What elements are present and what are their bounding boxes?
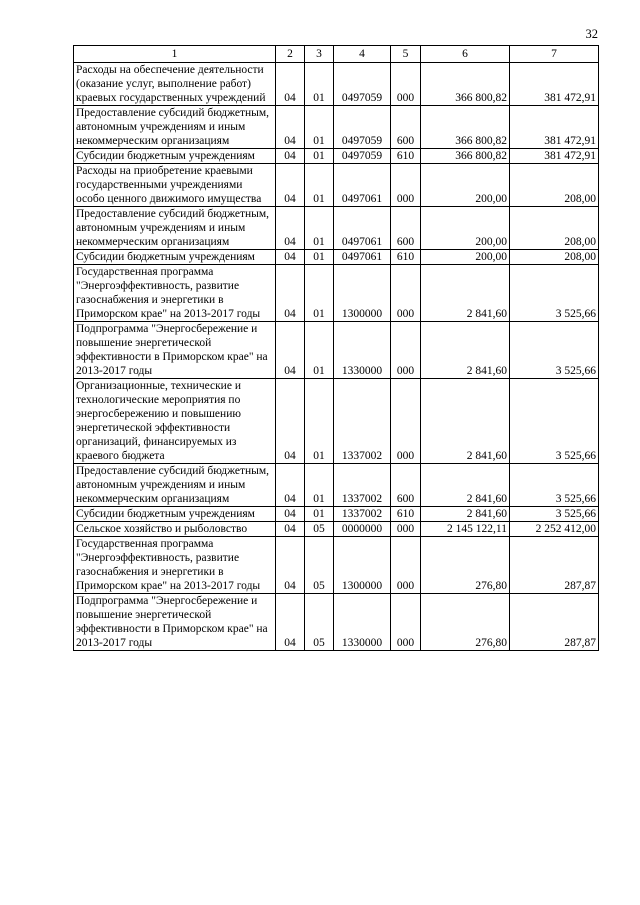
row-subsection-code: 01 [305, 63, 334, 106]
row-section-code: 04 [276, 507, 305, 522]
row-amount-1: 2 841,60 [421, 265, 510, 322]
row-subsection-code: 01 [305, 106, 334, 149]
row-expense-type-code: 600 [391, 464, 421, 507]
row-target-article-code: 0000000 [334, 522, 391, 537]
table-row [74, 537, 599, 594]
row-name: Предоставление субсидий бюджетным, автономным учреждениям и иным некоммерческим организациям [74, 106, 276, 149]
row-amount-2: 381 472,91 [510, 63, 599, 106]
table-header-row [74, 46, 599, 63]
page-number: 32 [585, 27, 598, 41]
row-amount-2: 287,87 [510, 537, 599, 594]
row-name: Расходы на обеспечение деятельности (оказание услуг, выполнение работ) краевых государственных учреждений [74, 63, 276, 106]
row-subsection-code: 01 [305, 164, 334, 207]
header-col-7: 7 [510, 46, 599, 63]
row-amount-2: 3 525,66 [510, 322, 599, 379]
row-amount-2: 381 472,91 [510, 106, 599, 149]
row-section-code: 04 [276, 63, 305, 106]
row-amount-1: 276,80 [421, 594, 510, 651]
row-name: Субсидии бюджетным учреждениям [74, 250, 276, 265]
row-section-code: 04 [276, 164, 305, 207]
row-target-article-code: 0497059 [334, 106, 391, 149]
row-amount-1: 2 841,60 [421, 322, 510, 379]
row-subsection-code: 05 [305, 522, 334, 537]
row-target-article-code: 1300000 [334, 537, 391, 594]
row-section-code: 04 [276, 207, 305, 250]
header-col-2: 2 [276, 46, 305, 63]
table-row [74, 265, 599, 322]
table-row [74, 207, 599, 250]
row-amount-2: 2 252 412,00 [510, 522, 599, 537]
row-section-code: 04 [276, 537, 305, 594]
row-section-code: 04 [276, 379, 305, 464]
header-col-5: 5 [391, 46, 421, 63]
row-amount-1: 366 800,82 [421, 106, 510, 149]
row-expense-type-code: 610 [391, 250, 421, 265]
row-subsection-code: 01 [305, 507, 334, 522]
row-section-code: 04 [276, 322, 305, 379]
row-name: Предоставление субсидий бюджетным, автономным учреждениям и иным некоммерческим организациям [74, 464, 276, 507]
row-name: Подпрограмма "Энергосбережение и повышение энергетической эффективности в Приморском крае" на 2013-2017 годы [74, 594, 276, 651]
table-row [74, 164, 599, 207]
row-amount-1: 200,00 [421, 207, 510, 250]
row-subsection-code: 01 [305, 250, 334, 265]
row-section-code: 04 [276, 106, 305, 149]
row-section-code: 04 [276, 464, 305, 507]
row-amount-2: 208,00 [510, 207, 599, 250]
row-subsection-code: 05 [305, 594, 334, 651]
header-col-6: 6 [421, 46, 510, 63]
row-target-article-code: 1330000 [334, 322, 391, 379]
row-section-code: 04 [276, 149, 305, 164]
table-row [74, 464, 599, 507]
row-name: Субсидии бюджетным учреждениям [74, 507, 276, 522]
row-subsection-code: 05 [305, 537, 334, 594]
budget-table [73, 45, 599, 651]
header-col-3: 3 [305, 46, 334, 63]
row-expense-type-code: 000 [391, 537, 421, 594]
header-col-1: 1 [74, 46, 276, 63]
row-target-article-code: 0497061 [334, 250, 391, 265]
row-amount-2: 381 472,91 [510, 149, 599, 164]
row-expense-type-code: 000 [391, 63, 421, 106]
row-amount-1: 2 145 122,11 [421, 522, 510, 537]
table-row [74, 507, 599, 522]
table-row [74, 63, 599, 106]
table-row [74, 322, 599, 379]
row-amount-1: 200,00 [421, 164, 510, 207]
table-row [74, 106, 599, 149]
row-expense-type-code: 600 [391, 207, 421, 250]
table-row [74, 379, 599, 464]
row-subsection-code: 01 [305, 207, 334, 250]
row-amount-2: 3 525,66 [510, 507, 599, 522]
row-name: Подпрограмма "Энергосбережение и повышение энергетической эффективности в Приморском крае" на 2013-2017 годы [74, 322, 276, 379]
row-subsection-code: 01 [305, 149, 334, 164]
row-amount-2: 208,00 [510, 250, 599, 265]
row-name: Сельское хозяйство и рыболовство [74, 522, 276, 537]
row-target-article-code: 1337002 [334, 464, 391, 507]
row-amount-2: 208,00 [510, 164, 599, 207]
row-amount-1: 2 841,60 [421, 507, 510, 522]
row-expense-type-code: 000 [391, 594, 421, 651]
row-amount-1: 2 841,60 [421, 464, 510, 507]
row-section-code: 04 [276, 594, 305, 651]
row-target-article-code: 0497059 [334, 149, 391, 164]
row-target-article-code: 0497061 [334, 164, 391, 207]
row-expense-type-code: 000 [391, 164, 421, 207]
row-expense-type-code: 000 [391, 379, 421, 464]
row-amount-1: 366 800,82 [421, 149, 510, 164]
row-name: Субсидии бюджетным учреждениям [74, 149, 276, 164]
row-subsection-code: 01 [305, 464, 334, 507]
row-expense-type-code: 600 [391, 106, 421, 149]
row-target-article-code: 1300000 [334, 265, 391, 322]
row-amount-2: 3 525,66 [510, 464, 599, 507]
row-amount-2: 3 525,66 [510, 379, 599, 464]
table-row [74, 594, 599, 651]
row-section-code: 04 [276, 522, 305, 537]
row-target-article-code: 1330000 [334, 594, 391, 651]
row-expense-type-code: 000 [391, 265, 421, 322]
row-section-code: 04 [276, 250, 305, 265]
row-target-article-code: 1337002 [334, 507, 391, 522]
row-name: Государственная программа "Энергоэффективность, развитие газоснабжения и энергетики в Приморском крае" на 2013-2017 годы [74, 537, 276, 594]
row-subsection-code: 01 [305, 265, 334, 322]
row-amount-2: 287,87 [510, 594, 599, 651]
row-expense-type-code: 610 [391, 507, 421, 522]
row-name: Расходы на приобретение краевыми государственными учреждениями особо ценного движимого имущества [74, 164, 276, 207]
row-name: Предоставление субсидий бюджетным, автономным учреждениям и иным некоммерческим организациям [74, 207, 276, 250]
row-amount-1: 276,80 [421, 537, 510, 594]
row-subsection-code: 01 [305, 379, 334, 464]
table-row [74, 250, 599, 265]
row-amount-1: 200,00 [421, 250, 510, 265]
row-target-article-code: 0497059 [334, 63, 391, 106]
header-col-4: 4 [334, 46, 391, 63]
row-subsection-code: 01 [305, 322, 334, 379]
row-amount-1: 2 841,60 [421, 379, 510, 464]
row-target-article-code: 0497061 [334, 207, 391, 250]
row-amount-2: 3 525,66 [510, 265, 599, 322]
row-name: Организационные, технические и технологические мероприятия по энергосбережению и повышению энергетической эффективности организаций, финансируемых из краевого бюджета [74, 379, 276, 464]
row-target-article-code: 1337002 [334, 379, 391, 464]
table-row [74, 149, 599, 164]
row-expense-type-code: 000 [391, 322, 421, 379]
row-expense-type-code: 610 [391, 149, 421, 164]
row-section-code: 04 [276, 265, 305, 322]
table-row [74, 522, 599, 537]
row-name: Государственная программа "Энергоэффективность, развитие газоснабжения и энергетики в Приморском крае" на 2013-2017 годы [74, 265, 276, 322]
row-expense-type-code: 000 [391, 522, 421, 537]
row-amount-1: 366 800,82 [421, 63, 510, 106]
